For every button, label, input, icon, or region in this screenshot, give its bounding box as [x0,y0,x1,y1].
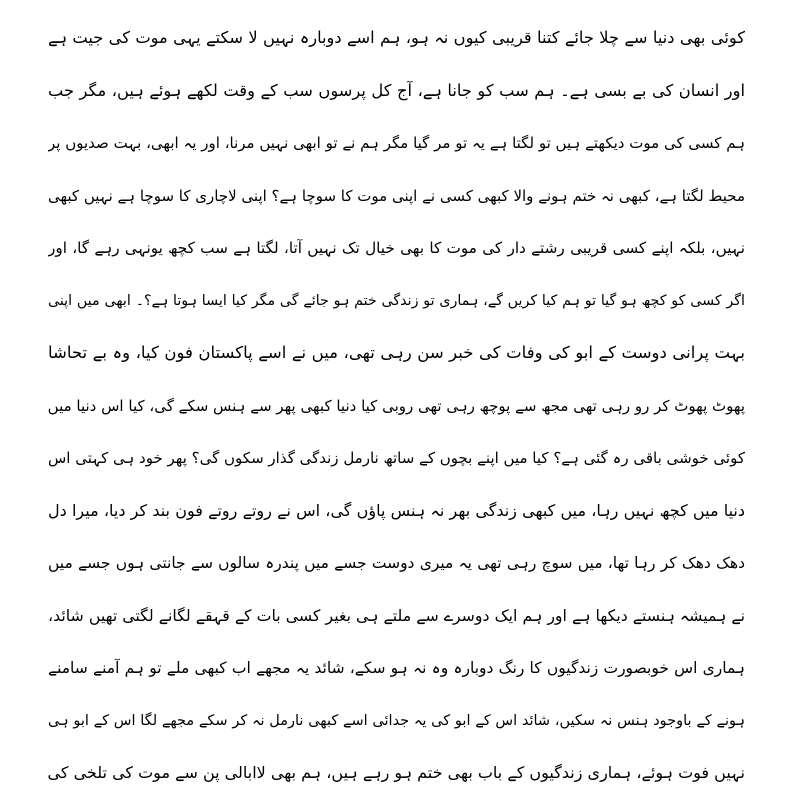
text-line: کوئی بھی دنیا سے چلا جائے کتنا قریبی کیوں نہ ہو، ہم اسے دوبارہ نہیں لا سکتے یہی موت کی جیت ہے [48,28,745,47]
body-paragraph [48,12,745,800]
text-line: پھوٹ پھوٹ کر رو رہی تھی مجھ سے پوچھ رہی تھی روبی کیا دنیا کبھی پھر سے ہنس سکے گی، کیا اس دنیا میں [48,396,745,415]
text-line: دنیا میں کچھ نہیں رہا، میں کبھی زندگی بھر نہ ہنس پاؤں گی، اس نے روتے روتے فون بند کر دیا، میرا دل [48,500,745,520]
text-line: بہت پرانی دوست کے ابو کی وفات کی خبر سن رہی تھی، میں نے اسے پاکستان فون کیا، وہ بے تحاشا [48,343,745,362]
text-line: اگر کسی کو کچھ ہو گیا تو ہم کیا کریں گے، ہماری تو زندگی ختم ہو جائے گی مگر کیا ایسا ہوتا ہے؟۔ ابھی میں اپنی [48,292,745,309]
text-line: محیط لگتا ہے، کبھی نہ ختم ہونے والا کبھی کسی نے اپنی موت کا سوچا ہے؟ اپنی لاچاری کا سوچا ہے نہیں کبھی [48,186,745,205]
text-line: نہیں فوت ہوئے، ہماری زندگیوں کے باب بھی ختم ہو رہے ہیں، ہم بھی لاابالی پن سے موت کی تلخی کی [48,763,745,782]
text-line: نے ہمیشہ ہنستے دیکھا ہے اور ہم ایک دوسرے سے ملتے ہی بغیر کسی بات کے قہقے لگانے لگتی تھیں شائد، [48,605,745,625]
document-page [48,12,745,800]
text-line: اور انسان کی بے بسی ہے۔ ہم سب کو جانا ہے، آج کل پرسوں سب کے وقت لکھے ہوئے ہیں، مگر جب [48,80,745,100]
text-line: کوئی خوشی باقی رہ گئی ہے؟ کیا میں اپنے بچوں کے ساتھ نارمل زندگی گذار سکوں گی؟ پھر خود ہی کہتی اس [48,449,745,467]
text-line: ہم کسی کی موت دیکھتے ہیں تو لگتا ہے یہ تو مر گیا مگر ہم نے تو ابھی نہیں مرنا، اور یہ ابھی، بہت صدیوں پر [48,134,745,152]
text-line: ہماری اس خوبصورت زندگیوں کا رنگ دوبارہ وہ نہ ہو سکے، شائد یہ مجھے اب کبھی ملے تو ہم آمنے سامنے [48,659,745,677]
text-line: ہونے کے باوجود ہنس نہ سکیں، شائد اس کے ابو کی یہ جدائی اسے کبھی نارمل نہ کر سکے مجھے لگا اس کے ابو ہی [48,712,745,729]
text-line: نہیں، بلکہ اپنے کسی قریبی رشتے دار کی موت کا بھی خیال تک نہیں آتا، لگتا ہے سب کچھ یونہی رہے گا، اور [48,239,745,257]
text-line: دھک دھک کر رہا تھا، میں سوچ رہی تھی یہ میری دوست جسے میں پندرہ سالوں سے جانتی ہوں جسے میں [48,554,745,572]
